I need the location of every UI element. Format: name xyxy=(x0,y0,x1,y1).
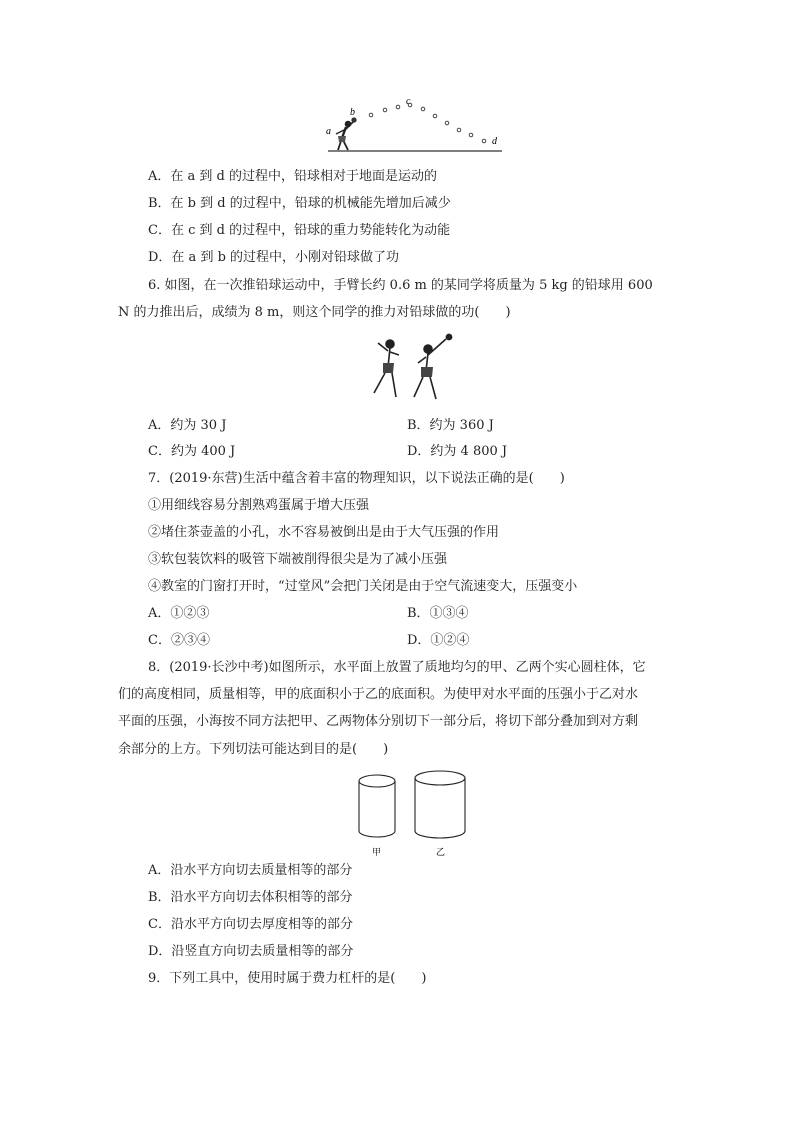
q7-statement-2: ②堵住茶壶盖的小孔，水不容易被倒出是由于大气压强的作用 xyxy=(148,525,500,540)
label-a: a xyxy=(326,126,331,137)
q6-option-d: D．约为 4 800 J xyxy=(407,444,508,459)
q7-option-b: B．①③④ xyxy=(407,606,469,621)
label-jia: 甲 xyxy=(372,847,382,857)
q7-statement-3: ③软包装饮料的吸管下端被削得很尖是为了减小压强 xyxy=(148,552,448,567)
trajectory-dots xyxy=(352,103,486,143)
q8-option-d: D．沿竖直方向切去质量相等的部分 xyxy=(148,944,354,959)
q8-stem-line2: 们的高度相同，质量相等，甲的底面积小于乙的底面积。为使甲对水平面的压强小于乙对水 xyxy=(118,687,639,702)
q7-statement-4: ④教室的门窗打开时，“过堂风”会把门关闭是由于空气流速变大，压强变小 xyxy=(148,579,578,594)
q7-option-c: C．②③④ xyxy=(148,633,210,648)
q7-stem: 7．(2019·东营)生活中蕴含着丰富的物理知识，以下说法正确的是( ) xyxy=(148,471,565,486)
q8-option-a: A．沿水平方向切去质量相等的部分 xyxy=(148,863,353,878)
athlete-figure xyxy=(336,121,353,150)
q9-stem: 9．下列工具中，使用时属于费力杠杆的是( ) xyxy=(148,971,427,986)
q5-option-c: C．在 c 到 d 的过程中，铅球的重力势能转化为动能 xyxy=(148,223,451,238)
q8-stem-line3: 平面的压强，小海按不同方法把甲、乙两物体分别切下一部分后，将切下部分叠加到对方剩 xyxy=(118,714,639,729)
shot-put-trajectory-figure xyxy=(318,96,508,158)
q5-option-d: D．在 a 到 b 的过程中，小刚对铅球做了功 xyxy=(148,250,400,265)
q6-stem-line1: 6. 如图，在一次推铅球运动中，手臂长约 0.6 m 的某同学将质量为 5 kg 的铅球用 600 xyxy=(148,278,653,293)
cylinder-yi xyxy=(415,771,465,838)
label-c: c xyxy=(406,96,411,107)
q6-option-c: C．约为 400 J xyxy=(148,444,236,459)
label-d: d xyxy=(492,136,497,147)
q8-stem-line1: 8．(2019·长沙中考)如图所示，水平面上放置了质地均匀的甲、乙两个实心圆柱体，它 xyxy=(148,660,646,675)
cylinders-figure xyxy=(350,765,474,857)
q5-option-b: B．在 b 到 d 的过程中，铅球的机械能先增加后减少 xyxy=(148,196,451,211)
q5-option-a: A．在 a 到 d 的过程中，铅球相对于地面是运动的 xyxy=(148,169,437,184)
q8-stem-line4: 余部分的上方。下列切法可能达到目的是( ) xyxy=(118,742,389,757)
q6-option-b: B．约为 360 J xyxy=(407,418,494,433)
q7-statement-1: ①用细线容易分割熟鸡蛋属于增大压强 xyxy=(148,498,370,513)
q8-option-c: C．沿水平方向切去厚度相等的部分 xyxy=(148,917,353,932)
label-b: b xyxy=(350,107,355,118)
q6-stem-line2: N 的力推出后，成绩为 8 m，则这个同学的推力对铅球做的功( ) xyxy=(118,305,511,320)
q7-option-a: A．①②③ xyxy=(148,606,210,621)
label-yi: 乙 xyxy=(436,847,446,857)
shot-put-athletes-figure xyxy=(366,333,466,403)
q7-option-d: D．①②④ xyxy=(407,633,470,648)
q6-option-a: A．约为 30 J xyxy=(148,418,227,433)
q8-option-b: B．沿水平方向切去体积相等的部分 xyxy=(148,890,353,905)
cylinder-jia xyxy=(359,775,395,837)
